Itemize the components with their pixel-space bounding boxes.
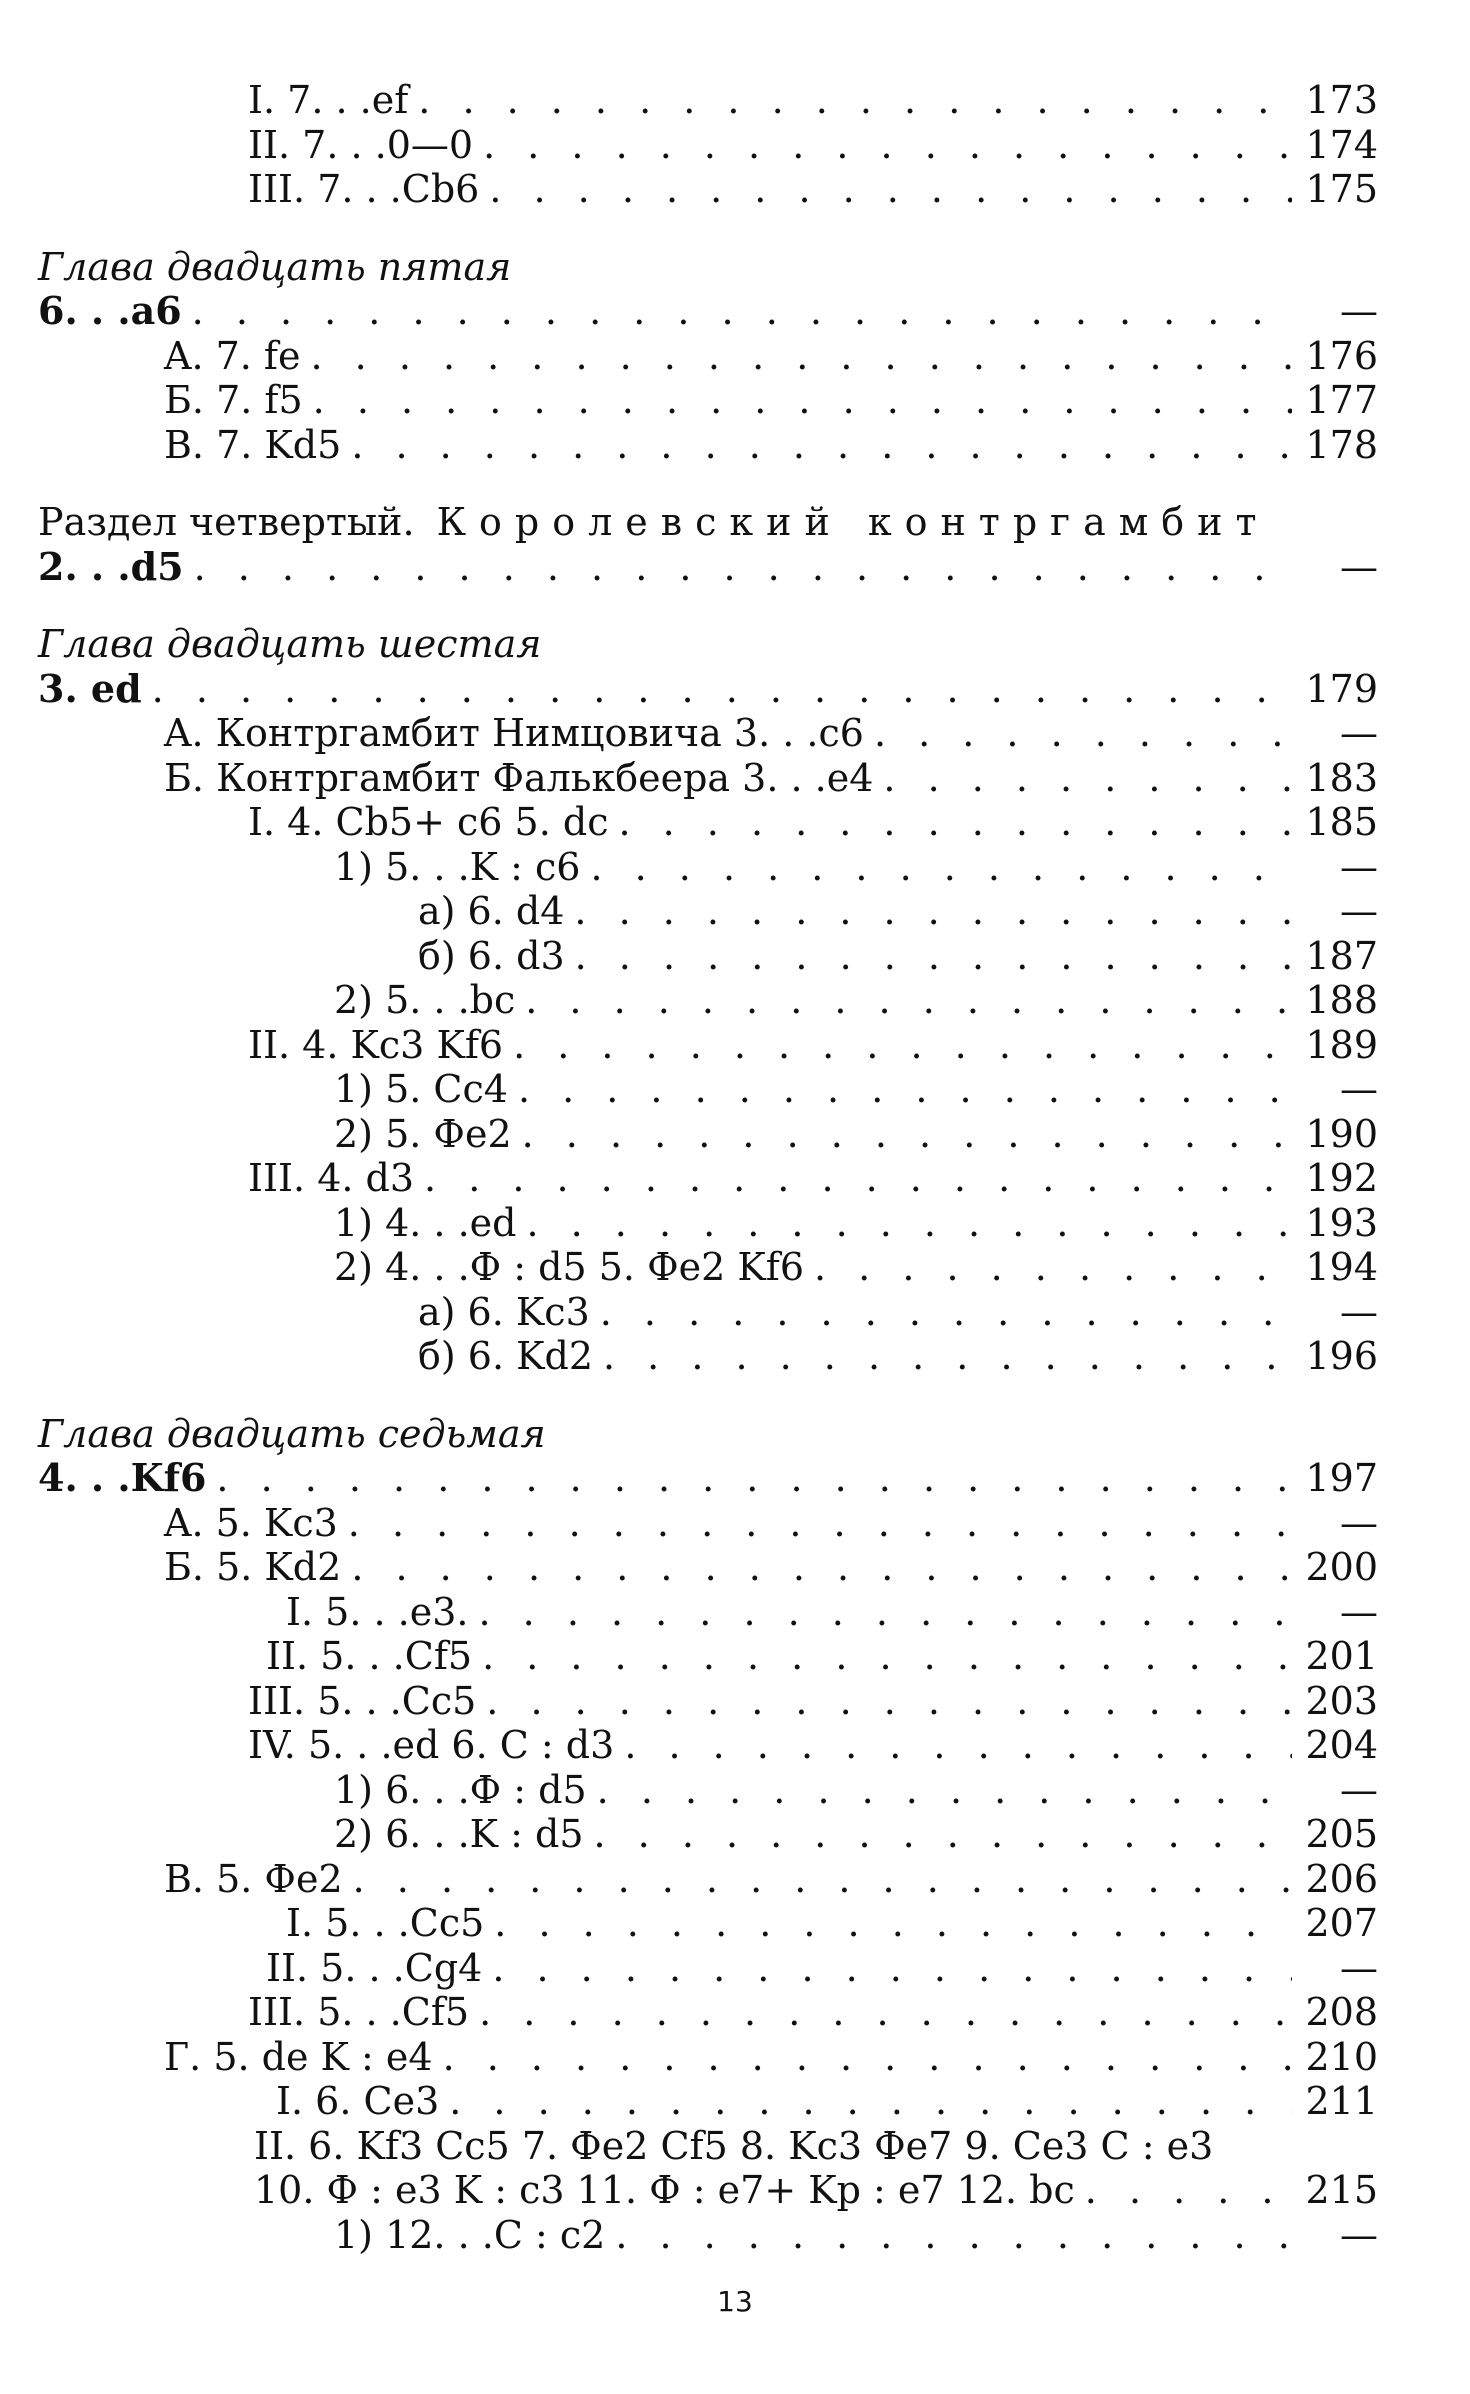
toc-entry — [38, 711, 1378, 756]
toc-entry-label: б) 6. d3 — [418, 933, 565, 978]
toc-entry-label: 4. . .Kf6 — [38, 1455, 207, 1500]
toc-entry — [38, 78, 1378, 123]
dot-leader — [618, 800, 1292, 845]
toc-entry — [38, 1679, 1378, 1724]
toc-entry-label: A. 5. Kc3 — [164, 1500, 338, 1545]
toc-page-number: 177 — [1305, 378, 1378, 422]
toc-page-number: 176 — [1305, 333, 1378, 378]
toc-entry-line — [164, 334, 1378, 379]
dot-leader — [418, 78, 1292, 123]
toc-entry — [38, 1201, 1378, 1246]
dot-leader — [449, 2079, 1292, 2124]
dot-leader — [525, 978, 1292, 1023]
toc-entry-line — [248, 1156, 1378, 1201]
toc-entry — [38, 1946, 1378, 1991]
toc-page-number: 215 — [1305, 2168, 1378, 2212]
toc-entry-line — [286, 1590, 1378, 1635]
toc-entry-label: Б. Контргамбит Фалькбеера 3. . .e4 — [164, 755, 874, 800]
toc-entry-label: 10. Ф : e3 K : c3 11. Ф : e7+ Kp : e7 12. bc — [254, 2168, 1075, 2212]
toc-page-number: — — [1340, 711, 1378, 755]
toc-entry-line — [248, 1990, 1378, 2035]
toc-entry-line — [266, 1634, 1378, 1679]
toc-entry-label: B. 7. Kd5 — [164, 422, 342, 467]
toc-entry — [38, 1245, 1378, 1290]
dot-leader — [883, 756, 1292, 801]
toc-entry-label: III. 4. d3 — [248, 1156, 415, 1200]
toc-entry-line — [334, 845, 1378, 890]
toc-entry — [38, 423, 1378, 468]
toc-entry-line — [248, 123, 1378, 168]
toc-page-number: — — [1340, 1289, 1378, 1334]
toc-entry-label: B. 5. Фe2 — [164, 1856, 343, 1901]
toc-entry-line — [164, 756, 1378, 801]
toc-entry-label: Г. 5. de K : e4 — [164, 2034, 433, 2079]
toc-entry-label: II. 5. . .Cg4 — [266, 1945, 483, 1990]
toc-page-number: 178 — [1305, 422, 1378, 467]
toc-entry — [38, 845, 1378, 890]
toc-entry-label: 1) 5. . .K : c6 — [334, 844, 581, 889]
toc-page-number: 189 — [1305, 1022, 1378, 1067]
dot-leader — [603, 1334, 1292, 1379]
dot-leader — [526, 1201, 1292, 1246]
toc-entry-line — [418, 934, 1378, 979]
chapter-heading-text: Глава двадцать шестая — [38, 622, 542, 666]
toc-entry-label: II. 4. Kc3 Kf6 — [248, 1022, 504, 1067]
dot-leader — [482, 1634, 1292, 1679]
toc-page-number: — — [1340, 889, 1378, 933]
toc-page-number: 206 — [1305, 1856, 1378, 1901]
toc-entry-line — [334, 1245, 1378, 1290]
toc-entry-label: 1) 4. . .ed — [334, 1200, 517, 1245]
toc-entry-label: 2) 5. . .bc — [334, 978, 516, 1022]
toc-page-number: 194 — [1305, 1245, 1378, 1289]
toc-entry-label: IV. 5. . .ed 6. C : d3 — [248, 1723, 615, 1767]
chapter-heading-text: Глава двадцать седьмая — [38, 1411, 546, 1456]
toc-entry — [38, 334, 1378, 379]
toc-entry — [38, 1501, 1378, 1546]
toc-entry — [38, 167, 1378, 212]
toc-entry-label: 2) 5. Фe2 — [334, 1111, 512, 1156]
toc-page-number: 196 — [1305, 1334, 1378, 1378]
toc-entry-label: III. 5. . .Cc5 — [248, 1678, 477, 1723]
toc-entry-label: a) 6. d4 — [418, 889, 565, 933]
toc-entry — [38, 1023, 1378, 1068]
dot-leader — [615, 2213, 1292, 2258]
toc-page-number: — — [1340, 2212, 1378, 2257]
toc-entry-line — [164, 423, 1378, 468]
toc-entry-line — [248, 1679, 1378, 1724]
dot-leader — [194, 545, 1292, 590]
toc-page-number: 203 — [1305, 1678, 1378, 1723]
dot-leader — [492, 1946, 1292, 1991]
toc-entry-line — [164, 2035, 1378, 2080]
dot-leader — [600, 1290, 1292, 1335]
toc-page-number: 175 — [1305, 167, 1378, 211]
toc-entry-label: 1) 12. . .C : c2 — [334, 2212, 606, 2257]
toc-page-number: 174 — [1305, 122, 1378, 167]
toc-entry-line — [334, 1067, 1378, 1112]
toc-entry — [38, 1112, 1378, 1157]
toc-page-number: 179 — [1305, 666, 1378, 711]
dot-leader — [874, 711, 1292, 756]
toc-entry-label: I. 5. . .Cc5 — [286, 1901, 485, 1945]
toc-entry — [38, 1334, 1378, 1379]
toc-entry — [38, 1901, 1378, 1946]
toc-entry — [38, 1290, 1378, 1335]
toc-entry-label: I. 4. Cb5+ c6 5. dc — [248, 800, 609, 844]
toc-page-number: 200 — [1305, 1545, 1378, 1589]
chapter-heading — [38, 245, 1378, 290]
toc-entry-label: 1) 6. . .Ф : d5 — [334, 1767, 587, 1812]
dot-leader — [348, 1501, 1292, 1546]
section-heading — [38, 500, 1378, 545]
toc-page-number: 205 — [1305, 1812, 1378, 1856]
toc-entry — [38, 800, 1378, 845]
toc-entry-label: Б. 5. Kd2 — [164, 1545, 342, 1589]
toc-entry-label: II. 7. . .0—0 — [248, 122, 474, 167]
toc-entry-line — [248, 78, 1378, 123]
dot-leader — [489, 167, 1292, 212]
toc-entry-label: A. Контргамбит Нимцовича 3. . .c6 — [164, 711, 864, 755]
dot-leader — [313, 378, 1292, 423]
toc-entry-label: б) 6. Kd2 — [418, 1334, 594, 1378]
toc-entry-line — [248, 167, 1378, 212]
dot-leader — [216, 1456, 1292, 1501]
dot-leader — [424, 1156, 1292, 1201]
toc-entry-line — [334, 2213, 1378, 2258]
dot-leader — [192, 289, 1292, 334]
dot-leader — [353, 1857, 1292, 1902]
dot-leader — [479, 1590, 1293, 1635]
dot-leader — [152, 667, 1292, 712]
toc-page-number: 201 — [1305, 1634, 1378, 1678]
dot-leader — [522, 1112, 1292, 1157]
dot-leader — [494, 1901, 1292, 1946]
dot-leader — [814, 1245, 1292, 1290]
toc-page-number: — — [1340, 1067, 1378, 1111]
toc-entry-line — [164, 378, 1378, 423]
toc-page-number: 197 — [1305, 1456, 1378, 1500]
toc-entry-label: III. 7. . .Cb6 — [248, 167, 480, 211]
toc-entry-line — [164, 1545, 1378, 1590]
toc-entry-line — [276, 2079, 1378, 2124]
toc-entry-line — [38, 289, 1378, 334]
dot-leader — [483, 123, 1292, 168]
toc-page-number: — — [1340, 1945, 1378, 1990]
toc-entry — [38, 1456, 1378, 1501]
toc-page-number: 208 — [1305, 1990, 1378, 2034]
dot-leader — [1085, 2168, 1292, 2213]
toc-entry-label: I. 6. Ce3 — [276, 2079, 440, 2123]
toc-entry-line — [164, 711, 1378, 756]
toc-entry-line — [248, 1023, 1378, 1068]
toc-entry-line — [418, 1290, 1378, 1335]
toc-page-number: — — [1340, 1500, 1378, 1545]
toc-entry-line — [248, 1723, 1378, 1768]
toc-entry-line — [248, 800, 1378, 845]
toc-page-number: — — [1340, 544, 1378, 589]
toc-entry — [38, 1857, 1378, 1902]
toc-page-number: 193 — [1305, 1200, 1378, 1245]
toc-entry — [38, 1067, 1378, 1112]
dot-leader — [624, 1723, 1292, 1768]
toc-page-number: 183 — [1305, 755, 1378, 800]
dot-leader — [575, 934, 1292, 979]
dot-leader — [351, 423, 1292, 468]
toc-continuation — [38, 2124, 1378, 2169]
toc-page-number: 207 — [1305, 1901, 1378, 1945]
dot-leader — [594, 1812, 1292, 1857]
toc-entry — [38, 1590, 1378, 1635]
dot-leader — [590, 845, 1292, 890]
section-title-spaced: Королевский контргамбит — [436, 500, 1270, 544]
toc-page-number: 185 — [1305, 800, 1378, 844]
dot-leader — [597, 1768, 1292, 1813]
toc-entry-label: I. 7. . .ef — [248, 78, 409, 122]
toc-page-number: 190 — [1305, 1111, 1378, 1156]
toc-page-number: 210 — [1305, 2034, 1378, 2079]
toc-entry — [38, 2079, 1378, 2124]
toc-page-number: 192 — [1305, 1156, 1378, 1200]
toc-entry-line — [334, 1201, 1378, 1246]
toc-entry — [38, 1990, 1378, 2035]
toc-entry — [38, 378, 1378, 423]
toc-entry-line — [334, 1112, 1378, 1157]
toc-entry — [38, 1812, 1378, 1857]
toc-entry-line — [38, 545, 1378, 590]
toc-page-number: — — [1340, 1767, 1378, 1812]
toc-entry-line — [38, 667, 1378, 712]
toc-page-number: 204 — [1305, 1723, 1378, 1767]
toc-entry-line — [164, 1501, 1378, 1546]
dot-leader — [479, 1990, 1292, 2035]
chapter-heading — [38, 1412, 1378, 1457]
toc-entry-label: 3. ed — [38, 665, 142, 711]
dot-leader — [518, 1067, 1292, 1112]
dot-leader — [513, 1023, 1292, 1068]
toc-entry-label: 2) 4. . .Ф : d5 5. Фe2 Kf6 — [334, 1245, 804, 1289]
toc-entry-label: II. 5. . .Cf5 — [266, 1634, 473, 1678]
toc-entry-label: 6. . .a6 — [38, 288, 182, 333]
toc-entry-line — [418, 889, 1378, 934]
toc-page-number: — — [1340, 844, 1378, 889]
dot-leader — [486, 1679, 1292, 1724]
toc-entry — [38, 667, 1378, 712]
table-of-contents — [38, 78, 1378, 2257]
toc-entry — [38, 1634, 1378, 1679]
toc-entry — [38, 545, 1378, 590]
toc-entry-line — [286, 1901, 1378, 1946]
dot-leader — [351, 1545, 1292, 1590]
toc-entry-line — [334, 978, 1378, 1023]
toc-entry — [38, 2035, 1378, 2080]
toc-entry-line — [418, 1334, 1378, 1379]
toc-page-number: 211 — [1305, 2079, 1378, 2123]
toc-entry-line — [334, 1768, 1378, 1813]
toc-entry — [38, 2168, 1378, 2213]
toc-entry — [38, 1545, 1378, 1590]
toc-continuation-text: II. 6. Kf3 Cc5 7. Фe2 Cf5 8. Kc3 Фe7 9. Ce3 C : e3 — [254, 2123, 1214, 2168]
toc-entry-label: 2) 6. . .K : d5 — [334, 1812, 584, 1856]
toc-entry-label: III. 5. . .Cf5 — [248, 1990, 470, 2034]
chapter-heading-text: Глава двадцать пятая — [38, 244, 512, 289]
dot-leader — [311, 334, 1293, 379]
toc-entry-label: I. 5. . .e3. — [286, 1589, 469, 1634]
dot-leader — [574, 889, 1292, 934]
toc-entry-label: Б. 7. f5 — [164, 378, 303, 422]
toc-entry — [38, 1768, 1378, 1813]
toc-entry-line — [164, 1857, 1378, 1902]
section-heading-text: Раздел четвертый. — [38, 500, 415, 544]
toc-page-number: — — [1340, 289, 1378, 333]
toc-page-number: 173 — [1305, 78, 1378, 122]
toc-entry — [38, 289, 1378, 334]
toc-entry-label: 2. . .d5 — [38, 543, 184, 589]
toc-entry-line — [266, 1946, 1378, 1991]
toc-entry — [38, 2213, 1378, 2258]
page-number: 13 — [717, 2285, 753, 2318]
chapter-heading — [38, 622, 1378, 667]
toc-entry-line — [334, 1812, 1378, 1857]
toc-entry — [38, 123, 1378, 168]
toc-entry-label: 1) 5. Cc4 — [334, 1067, 508, 1111]
toc-entry-line — [254, 2168, 1378, 2213]
toc-entry — [38, 1723, 1378, 1768]
toc-entry-label: A. 7. fe — [164, 333, 301, 378]
toc-entry — [38, 1156, 1378, 1201]
toc-entry — [38, 889, 1378, 934]
toc-page-number: 188 — [1305, 978, 1378, 1022]
toc-page-number: 187 — [1305, 933, 1378, 978]
toc-entry — [38, 934, 1378, 979]
toc-entry-label: a) 6. Kc3 — [418, 1289, 590, 1334]
toc-entry — [38, 756, 1378, 801]
toc-entry-line — [38, 1456, 1378, 1501]
dot-leader — [443, 2035, 1292, 2080]
toc-entry — [38, 978, 1378, 1023]
toc-page-number: — — [1340, 1589, 1378, 1634]
